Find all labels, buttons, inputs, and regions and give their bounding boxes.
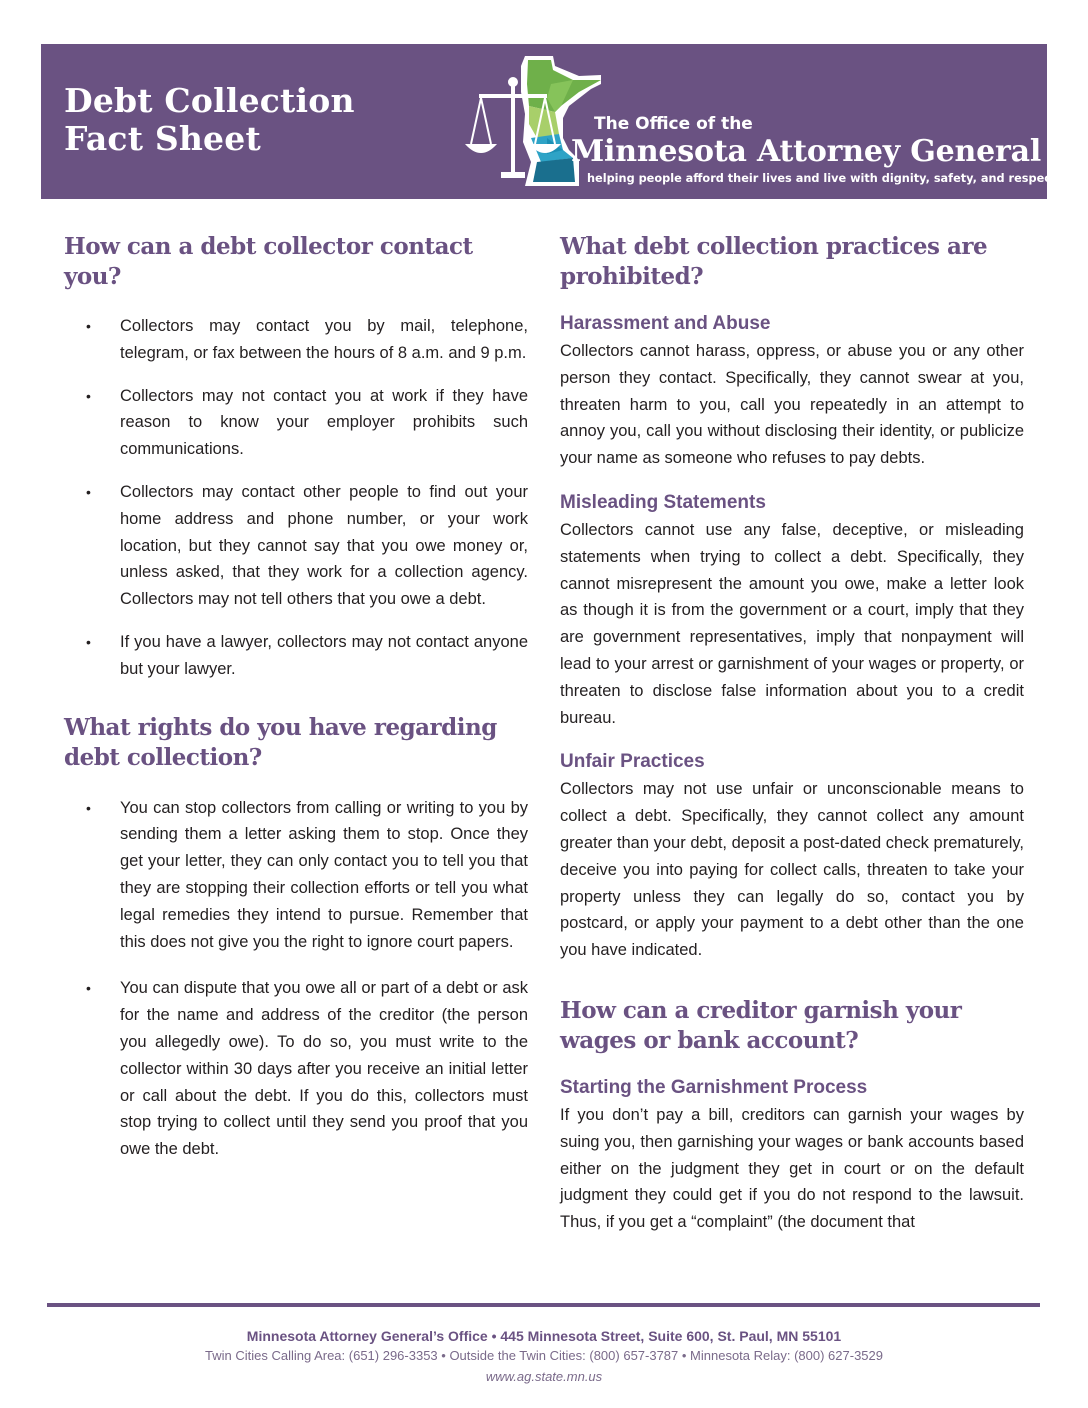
list-item: • If you have a lawyer, collectors may not contact anyone but your lawyer. bbox=[86, 632, 528, 678]
footer-website-link[interactable]: www.ag.state.mn.us bbox=[485, 1369, 603, 1384]
section-heading-garnish: How can a creditor garnish your wages or bank account? bbox=[560, 996, 962, 1054]
page-title bbox=[64, 82, 355, 158]
right-column bbox=[560, 230, 1024, 1236]
subheading-garnishment-process: Starting the Garnishment Process bbox=[560, 1076, 868, 1098]
logo-line1: The Office of the bbox=[594, 114, 753, 134]
list-item: • Collectors may not contact you at work if they have reason to know your employer prohibits such communications. bbox=[86, 386, 528, 459]
section-heading-prohibited: What debt collection practices are prohibited? bbox=[560, 233, 988, 290]
paragraph-garnishment-process: If you don’t pay a bill, creditors can garnish your wages by suing you, then garnishing your wages or bank accounts based either on the judgment they get in court or on the default judgment they could get if you do not respond to the lawsuit. Thus, if you get a “complaint” (the document that bbox=[560, 1105, 1024, 1232]
paragraph-misleading: Collectors cannot use any false, deceptive, or misleading statements when trying to collect a debt. Specifically, they cannot misrepresent the amount you owe, make a letter look as though it is from the government or a court, imply that they are government representatives, imply that nonpayment will lead to your arrest or garnishment of your wages or property, or threaten to disclose false information about you to a credit bureau. bbox=[560, 520, 1024, 727]
paragraph-unfair: Collectors may not use unfair or unconscionable means to collect a debt. Specifically, they cannot collect any amount greater than your debt, deposit a post-dated check prematurely, deceive you into paying for collect calls, threaten to take your property unless they can legally do so, contact you by postcard, or apply your payment to a debt other than the one you have indicated. bbox=[560, 780, 1024, 960]
subheading-harassment: Harassment and Abuse bbox=[560, 313, 771, 334]
section-heading-contact: How can a debt collector contact you? bbox=[64, 233, 473, 290]
page-title-line2: Fact Sheet bbox=[64, 119, 261, 158]
list-item: • Collectors may contact other people to find out your home address and phone number, or your work location, but they cannot say that you owe money or, unless asked, that they work for a collection agency. Collectors may not tell others that you owe a debt. bbox=[86, 482, 528, 609]
minnesota-scales-logo-icon bbox=[451, 54, 601, 194]
attorney-general-logo bbox=[451, 54, 1057, 194]
logo-tagline: helping people afford their lives and live with dignity, safety, and respect bbox=[587, 172, 1057, 185]
rights-bullet-list bbox=[64, 795, 528, 1163]
logo-line2: Minnesota Attorney General bbox=[571, 134, 1042, 169]
list-item: • Collectors may contact you by mail, telephone, telegram, or fax between the hours of 8 a.m. and 9 p.m. bbox=[86, 317, 528, 362]
section-heading-rights: What rights do you have regarding debt collection? bbox=[64, 713, 497, 771]
footer bbox=[0, 1326, 1088, 1388]
list-item: • You can dispute that you owe all or part of a debt or ask for the name and address of the creditor (the person you allegedly owe). To do so, you must write to the collector within 30 days after you receive an initial letter or call about the debt. If you do this, collectors must stop trying to collect until they send you proof that you owe the debt. bbox=[86, 979, 528, 1159]
list-item: • You can stop collectors from calling or writing to you by sending them a letter asking them to stop. Once they get your letter, they can only contact you to tell you that they are stopping their collection efforts or tell you what legal remedies they intend to pursue. Remember that this does not give you the right to ignore court papers. bbox=[86, 798, 528, 951]
paragraph-harassment: Collectors cannot harass, oppress, or abuse you or any other person they contact. Specifically, they cannot swear at you, threaten harm to you, call you repeatedly in an attempt to annoy you, call you without disclosing their identity, or publicize your name as someone who refuses to pay debts. bbox=[560, 342, 1024, 468]
header-banner bbox=[41, 44, 1057, 199]
contact-bullet-list bbox=[64, 313, 528, 683]
left-column bbox=[64, 230, 528, 1163]
subheading-unfair: Unfair Practices bbox=[560, 751, 705, 773]
subheading-misleading: Misleading Statements bbox=[560, 491, 766, 513]
page-title-line1: Debt Collection bbox=[64, 81, 355, 120]
footer-divider bbox=[47, 1303, 1040, 1307]
footer-address: Minnesota Attorney General’s Office • 445 Minnesota Street, Suite 600, St. Paul, MN 55101 bbox=[246, 1328, 842, 1344]
footer-phones: Twin Cities Calling Area: (651) 296-3353 • Outside the Twin Cities: (800) 657-3787 • Minnesota Relay: (800) 627-3529 bbox=[204, 1348, 883, 1363]
